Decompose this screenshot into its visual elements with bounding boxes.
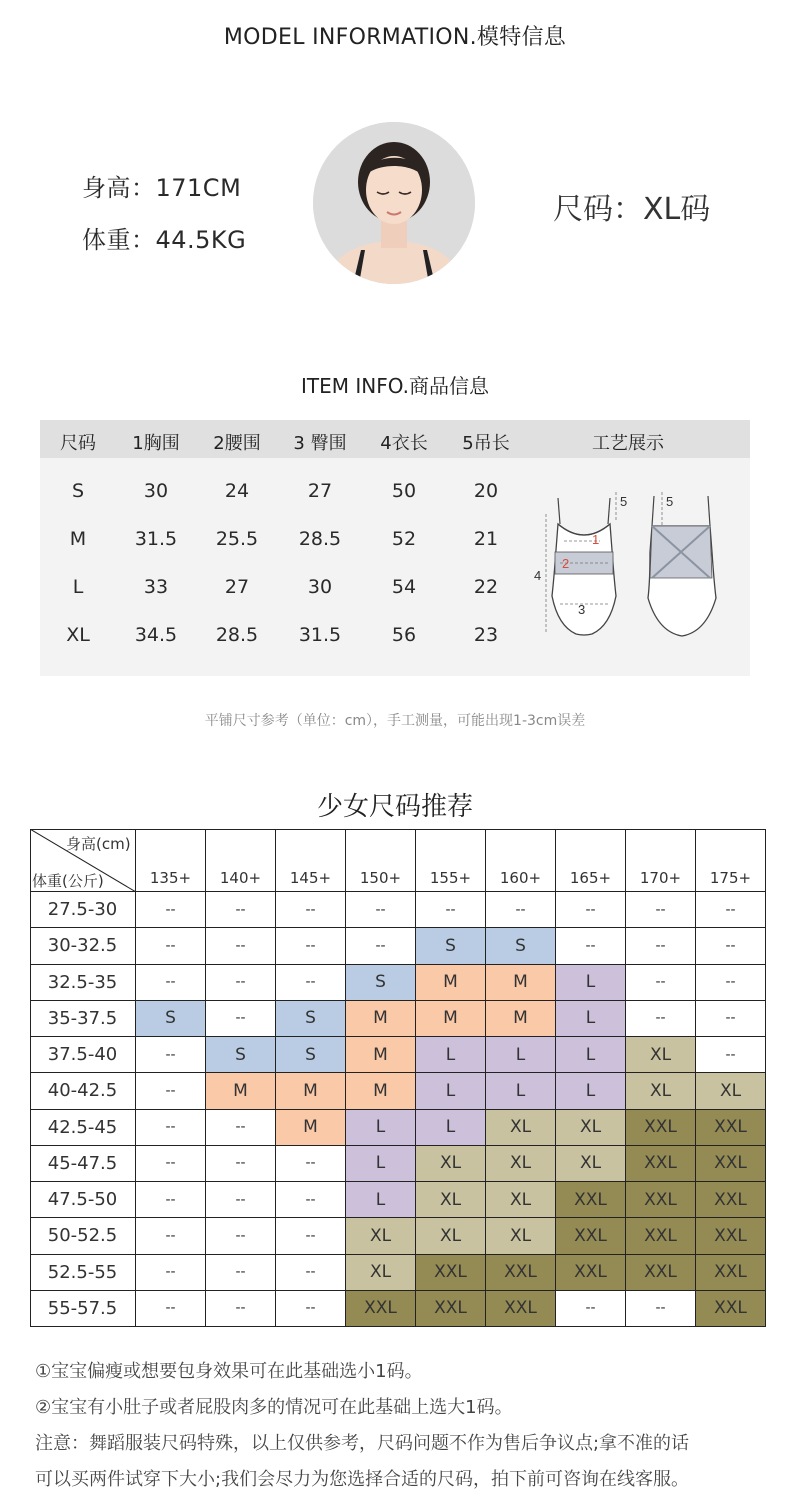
size-cell: M	[416, 1001, 486, 1037]
size-cell: --	[206, 892, 276, 928]
size-cell: XXL	[486, 1291, 556, 1327]
size-cell: M	[346, 1037, 416, 1073]
measurement-note: 平铺尺寸参考（单位：cm），手工测量，可能出现1-3cm误差	[204, 713, 586, 729]
size-cell: --	[626, 965, 696, 1001]
size-cell: --	[206, 1001, 276, 1037]
size-cell: S	[346, 965, 416, 1001]
item-cell-hip: 27	[307, 480, 333, 502]
size-cell: --	[206, 1146, 276, 1182]
item-cell-strap: 20	[473, 480, 499, 502]
size-cell: --	[276, 1182, 346, 1218]
size-cell: --	[276, 1255, 346, 1291]
item-cell-chest: 30	[143, 480, 169, 502]
size-cell: XXL	[626, 1218, 696, 1254]
header-size: 尺码	[60, 433, 96, 454]
size-cell: --	[416, 892, 486, 928]
model-size: 尺码：XL码	[553, 192, 711, 227]
size-cell: L	[556, 1037, 626, 1073]
size-cell: L	[346, 1110, 416, 1146]
size-cell: --	[206, 928, 276, 964]
corner-weight-label: 体重(公斤)	[32, 872, 104, 890]
size-cell: --	[696, 965, 766, 1001]
size-cell: S	[276, 1037, 346, 1073]
size-cell: --	[206, 965, 276, 1001]
item-cell-strap: 22	[473, 576, 499, 598]
header-craft: 工艺展示	[592, 433, 664, 454]
size-cell: L	[416, 1110, 486, 1146]
size-cell: L	[416, 1073, 486, 1109]
item-cell-length: 56	[391, 624, 417, 646]
size-cell: XXL	[416, 1255, 486, 1291]
size-cell: XXL	[626, 1110, 696, 1146]
item-cell-length: 50	[391, 480, 417, 502]
size-cell: --	[136, 1291, 206, 1327]
size-cell: --	[556, 1291, 626, 1327]
diagram-label-5-back: 5	[666, 494, 674, 509]
size-cell: XL	[626, 1073, 696, 1109]
diagram-label-3: 3	[578, 602, 586, 617]
size-cell: --	[136, 1218, 206, 1254]
size-cell: --	[346, 928, 416, 964]
leotard-back	[648, 492, 716, 636]
size-cell: --	[276, 965, 346, 1001]
size-cell: XXL	[626, 1255, 696, 1291]
size-cell: XL	[346, 1218, 416, 1254]
model-info-title: MODEL INFORMATION.模特信息	[223, 25, 567, 50]
size-cell: L	[486, 1037, 556, 1073]
item-cell-hip: 28.5	[298, 528, 342, 550]
size-cell: L	[416, 1037, 486, 1073]
weight-header: 37.5-40	[30, 1037, 136, 1073]
diagram-label-5-front: 5	[620, 494, 628, 509]
height-header: 170+	[626, 829, 696, 892]
size-cell: M	[346, 1073, 416, 1109]
size-cell: --	[136, 1110, 206, 1146]
corner-height-label: 身高(cm)	[66, 835, 131, 853]
weight-header: 40-42.5	[30, 1073, 136, 1109]
height-header: 155+	[416, 829, 486, 892]
size-cell: XL	[486, 1182, 556, 1218]
size-cell: XXL	[696, 1218, 766, 1254]
size-cell: L	[556, 1001, 626, 1037]
size-cell: L	[556, 1073, 626, 1109]
height-header: 165+	[556, 829, 626, 892]
leotard-diagram	[530, 486, 750, 646]
height-header: 175+	[696, 829, 766, 892]
model-photo	[313, 122, 475, 284]
item-cell-strap: 23	[473, 624, 499, 646]
size-cell: L	[556, 965, 626, 1001]
size-cell: M	[416, 965, 486, 1001]
weight-header: 47.5-50	[30, 1182, 136, 1218]
header-hip: 3 臀围	[293, 433, 347, 454]
size-cell: M	[276, 1073, 346, 1109]
size-cell: XXL	[696, 1182, 766, 1218]
weight-header: 52.5-55	[30, 1255, 136, 1291]
size-cell: XXL	[556, 1182, 626, 1218]
item-cell-length: 54	[391, 576, 417, 598]
size-cell: XL	[416, 1182, 486, 1218]
size-cell: XL	[556, 1110, 626, 1146]
size-cell: --	[136, 1255, 206, 1291]
item-cell-waist: 25.5	[215, 528, 259, 550]
size-cell: XL	[346, 1255, 416, 1291]
size-cell: --	[206, 1255, 276, 1291]
size-cell: --	[136, 1073, 206, 1109]
size-cell: XL	[416, 1146, 486, 1182]
item-cell-strap: 21	[473, 528, 499, 550]
size-cell: XXL	[556, 1255, 626, 1291]
note-size-down: ①宝宝偏瘦或想要包身效果可在此基础选小1码。	[35, 1361, 423, 1382]
size-cell: XXL	[696, 1291, 766, 1327]
size-cell: XXL	[696, 1146, 766, 1182]
item-cell-waist: 27	[224, 576, 250, 598]
size-cell: --	[696, 1037, 766, 1073]
size-cell: L	[346, 1182, 416, 1218]
size-cell: XXL	[486, 1255, 556, 1291]
model-portrait-illustration	[313, 122, 475, 284]
item-cell-hip: 31.5	[298, 624, 342, 646]
item-table-header	[40, 420, 750, 458]
size-cell: --	[556, 892, 626, 928]
size-cell: XXL	[346, 1291, 416, 1327]
size-cell: M	[486, 1001, 556, 1037]
size-cell: S	[486, 928, 556, 964]
size-cell: --	[626, 892, 696, 928]
item-cell-chest: 33	[143, 576, 169, 598]
size-cell: XL	[486, 1146, 556, 1182]
item-cell-waist: 24	[224, 480, 250, 502]
weight-header: 50-52.5	[30, 1218, 136, 1254]
size-cell: --	[206, 1110, 276, 1146]
size-cell: XL	[626, 1037, 696, 1073]
height-header: 160+	[486, 829, 556, 892]
item-cell-length: 52	[391, 528, 417, 550]
diagram-label-2: 2	[562, 556, 570, 571]
item-size-table	[40, 420, 750, 676]
size-cell: --	[626, 1291, 696, 1327]
size-cell: --	[136, 892, 206, 928]
weight-header: 35-37.5	[30, 1001, 136, 1037]
weight-header: 30-32.5	[30, 928, 136, 964]
size-cell: XL	[696, 1073, 766, 1109]
size-cell: XXL	[696, 1255, 766, 1291]
item-cell-chest: 31.5	[134, 528, 178, 550]
size-cell: --	[696, 928, 766, 964]
height-header: 150+	[346, 829, 416, 892]
size-cell: XXL	[626, 1182, 696, 1218]
size-cell: L	[346, 1146, 416, 1182]
size-cell: --	[276, 892, 346, 928]
diagram-label-1: 1	[592, 532, 600, 547]
size-cell: --	[206, 1218, 276, 1254]
size-cell: XXL	[696, 1110, 766, 1146]
size-cell: --	[276, 1146, 346, 1182]
diagram-label-4: 4	[534, 568, 542, 583]
item-cell-size: L	[72, 576, 84, 598]
note-size-up: ②宝宝有小肚子或者屁股肉多的情况可在此基础上选大1码。	[35, 1397, 513, 1418]
size-cell: M	[346, 1001, 416, 1037]
weight-header: 42.5-45	[30, 1110, 136, 1146]
size-cell: --	[696, 1001, 766, 1037]
item-cell-chest: 34.5	[134, 624, 178, 646]
size-cell: XL	[486, 1110, 556, 1146]
item-cell-hip: 30	[307, 576, 333, 598]
header-chest: 1胸围	[132, 433, 180, 454]
item-cell-size: XL	[66, 624, 90, 646]
note-disclaimer-line1: 注意：舞蹈服装尺码特殊，以上仅供参考，尺码问题不作为售后争议点;拿不准的话	[35, 1433, 690, 1454]
size-recommendation-grid	[30, 829, 766, 1327]
size-cell: --	[276, 928, 346, 964]
item-info-title: ITEM INFO.商品信息	[300, 374, 490, 398]
item-cell-size: M	[69, 528, 87, 550]
size-cell: M	[276, 1110, 346, 1146]
size-cell: S	[206, 1037, 276, 1073]
size-cell: XL	[556, 1146, 626, 1182]
leotard-front	[534, 492, 627, 635]
size-cell: M	[486, 965, 556, 1001]
weight-header: 45-47.5	[30, 1146, 136, 1182]
size-cell: --	[556, 928, 626, 964]
item-cell-waist: 28.5	[215, 624, 259, 646]
size-cell: --	[626, 1001, 696, 1037]
size-cell: XXL	[416, 1291, 486, 1327]
header-length: 4衣长	[380, 433, 428, 454]
size-cell: --	[136, 1146, 206, 1182]
size-cell: --	[206, 1291, 276, 1327]
header-waist: 2腰围	[213, 433, 261, 454]
note-disclaimer-line2: 可以买两件试穿下大小;我们会尽力为您选择合适的尺码，拍下前可咨询在线客服。	[35, 1469, 690, 1490]
height-header: 145+	[276, 829, 346, 892]
header-strap: 5吊长	[462, 433, 510, 454]
size-cell: --	[206, 1182, 276, 1218]
grid-corner	[30, 829, 136, 892]
size-cell: --	[346, 892, 416, 928]
size-cell: --	[626, 928, 696, 964]
size-cell: XXL	[556, 1218, 626, 1254]
size-cell: --	[136, 1182, 206, 1218]
size-cell: S	[416, 928, 486, 964]
size-cell: --	[486, 892, 556, 928]
weight-header: 55-57.5	[30, 1291, 136, 1327]
size-cell: XL	[416, 1218, 486, 1254]
size-recommendation-title: 少女尺码推荐	[316, 792, 473, 822]
size-cell: --	[276, 1291, 346, 1327]
model-weight: 体重：44.5KG	[82, 226, 247, 254]
weight-header: 32.5-35	[30, 965, 136, 1001]
weight-header: 27.5-30	[30, 892, 136, 928]
model-height: 身高：171CM	[82, 174, 242, 202]
item-cell-size: S	[71, 480, 85, 502]
size-cell: S	[136, 1001, 206, 1037]
size-cell: XL	[486, 1218, 556, 1254]
size-cell: XXL	[626, 1146, 696, 1182]
size-cell: --	[136, 928, 206, 964]
size-cell: --	[696, 892, 766, 928]
height-header: 135+	[136, 829, 206, 892]
size-cell: --	[136, 965, 206, 1001]
size-cell: --	[276, 1218, 346, 1254]
height-header: 140+	[206, 829, 276, 892]
size-cell: M	[206, 1073, 276, 1109]
size-cell: L	[486, 1073, 556, 1109]
size-cell: S	[276, 1001, 346, 1037]
size-cell: --	[136, 1037, 206, 1073]
